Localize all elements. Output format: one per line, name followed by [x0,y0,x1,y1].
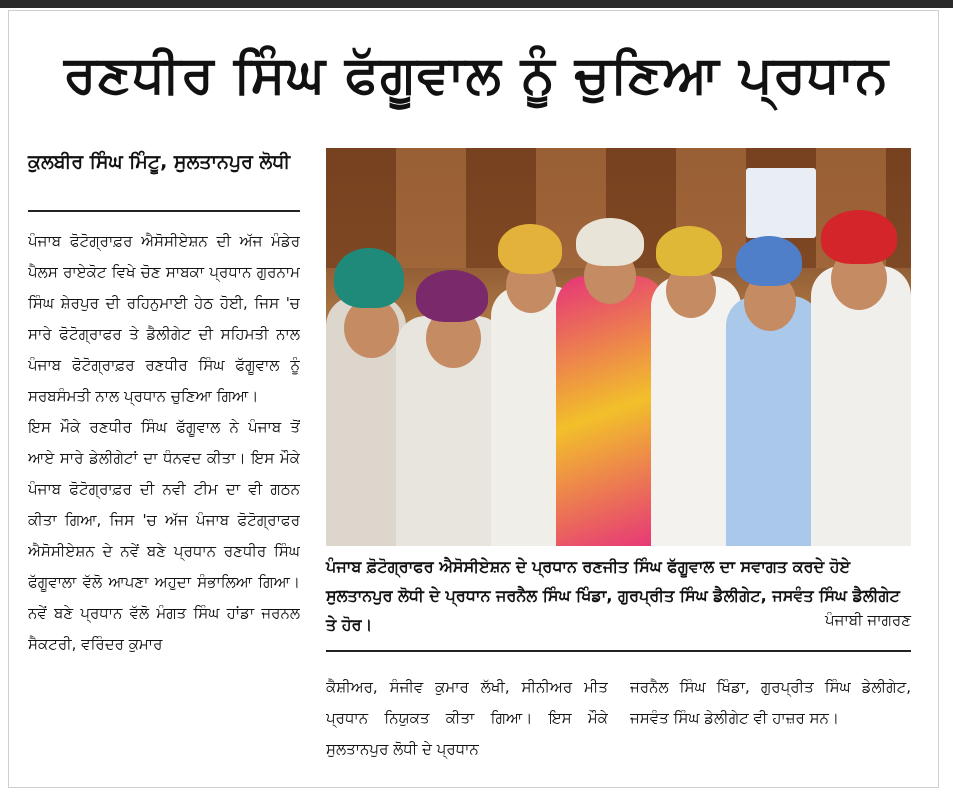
photo-credit: ਪੰਜਾਬੀ ਜਾਗਰਣ [819,611,911,629]
page-top-bar [0,0,953,8]
body-paragraph-1: ਪੰਜਾਬ ਫੋਟੋਗ੍ਰਾਫ਼ਰ ਐਸੋਸੀਏਸ਼ਨ ਦੀ ਅੱਜ ਮੰਡੇਰ ਪੈਲਸ ਰਾਏਕੋਟ ਵਿਖੇ ਚੋਣ ਸਾਬਕਾ ਪ੍ਰਧਾਨ ਗੁਰਨਾਮ ਸਿੰਘ ਸ਼ੇਰਪੁਰ ਦੀ ਰਹਿਨੁਮਾਈ ਹੇਠ ਹੋਈ, ਜਿਸ 'ਚ ਸਾਰੇ ਫੋਟੋਗ੍ਰਾਫਰ ਤੇ ਡੈਲੀਗੇਟ ਦੀ ਸਹਿਮਤੀ ਨਾਲ ਪੰਜਾਬ ਫੋਟੋਗ੍ਰਾਫ਼ਰ ਰਣਧੀਰ ਸਿੰਘ ਫੱਗੂਵਾਲ ਨੂੰ ਸਰਬਸੰਮਤੀ ਨਾਲ ਪ੍ਰਧਾਨ ਚੁਣਿਆ ਗਿਆ। [28,232,300,405]
body-column-2-text: ਕੈਸ਼ੀਅਰ, ਸੰਜੀਵ ਕੁਮਾਰ ਲੱਖੀ, ਸੀਨੀਅਰ ਮੀਤ ਪ੍ਰਧਾਨ ਨਿਯੁਕਤ ਕੀਤਾ ਗਿਆ। ਇਸ ਮੌਕੇ ਸੁਲਤਾਨਪੁਰ ਲੋਧੀ ਦੇ ਪ੍ਰਧਾਨ [326,678,608,758]
photo-sign-board [746,168,816,238]
body-column-1 [28,226,300,766]
photo-person-5-turban [656,226,722,276]
photo-person-6 [726,296,821,546]
caption-divider [326,650,911,652]
photo-person-4-turban [576,218,644,266]
body-column-3-text: ਜਰਨੈਲ ਸਿੰਘ ਖਿੰਡਾ, ਗੁਰਪ੍ਰੀਤ ਸਿੰਘ ਡੇਲੀਗੇਟ, ਜਸਵੰਤ ਸਿੰਘ ਡੇਲੀਗੇਟ ਵੀ ਹਾਜ਼ਰ ਸਨ। [630,678,911,727]
article-byline: ਕੁਲਬੀਰ ਸਿੰਘ ਮਿੰਟੂ, ਸੁਲਤਾਨਪੁਰ ਲੋਧੀ [28,151,291,173]
photo-person-1-turban [334,248,404,308]
photo-person-7-turban [821,210,897,264]
byline-divider [28,210,300,212]
photo-caption-text: ਪੰਜਾਬ ਫ਼ੋਟੋਗ੍ਰਾਫਰ ਐਸੋਸੀਏਸ਼ਨ ਦੇ ਪ੍ਰਧਾਨ ਰਣਜੀਤ ਸਿੰਘ ਫੱਗੂਵਾਲ ਦਾ ਸਵਾਗਤ ਕਰਦੇ ਹੋਏ ਸੁਲਤਾਨਪੁਰ ਲੋਧੀ ਦੇ ਪ੍ਰਧਾਨ ਜਰਨੈਲ ਸਿੰਘ ਖਿੰਡਾ, ਗੁਰਪ੍ਰੀਤ ਸਿੰਘ ਡੈਲੀਗੇਟ, ਜਸਵੰਤ ਸਿੰਘ ਡੈਲੀਗੇਟ ਤੇ ਹੋਰ। [326,557,900,634]
photo-person-3-turban [498,224,562,274]
photo-person-6-turban [736,236,802,286]
article-headline: ਰਣਧੀਰ ਸਿੰਘ ਫੱਗੂਵਾਲ ਨੂੰ ਚੁਣਿਆ ਪ੍ਰਧਾਨ [64,44,889,105]
body-column-2 [326,672,608,772]
photo-person-4-garland [556,276,666,546]
photo-person-2-turban [416,270,488,322]
body-column-3 [630,672,911,772]
article-photo [326,148,911,546]
body-paragraph-2: ਇਸ ਮੌਕੇ ਰਣਧੀਰ ਸਿੰਘ ਫੱਗੂਵਾਲ ਨੇ ਪੰਜਾਬ ਤੋਂ ਆਏ ਸਾਰੇ ਡੇਲੀਗੇਟਾਂ ਦਾ ਧੰਨਵਦ ਕੀਤਾ। ਇਸ ਮੌਕੇ ਪੰਜਾਬ ਫੋਟੋਗ੍ਰਾਫ਼ਰ ਦੀ ਨਵੀ ਟੀਮ ਦਾ ਵੀ ਗਠਨ ਕੀਤਾ ਗਿਆ, ਜਿਸ 'ਚ ਅੱਜ ਪੰਜਾਬ ਫੋਟੋਗ੍ਰਾਫਰ ਐਸੋਸੀਏਸ਼ਨ ਦੇ ਨਵੇਂ ਬਣੇ ਪ੍ਰਧਾਨ ਰਣਧੀਰ ਸਿੰਘ ਫੱਗੂਵਾਲਾ ਵੱਲੋ ਆਪਣਾ ਅਹੁਦਾ ਸੰਭਾਲਿਆ ਗਿਆ। ਨਵੇਂ ਬਣੇ ਪ੍ਰਧਾਨ ਵੱਲੋ ਮੰਗਤ ਸਿੰਘ ਹਾਂਡਾ ਜਰਨਲ ਸੈਕਟਰੀ, ਵਰਿੰਦਰ ਕੁਮਾਰ [28,418,300,653]
